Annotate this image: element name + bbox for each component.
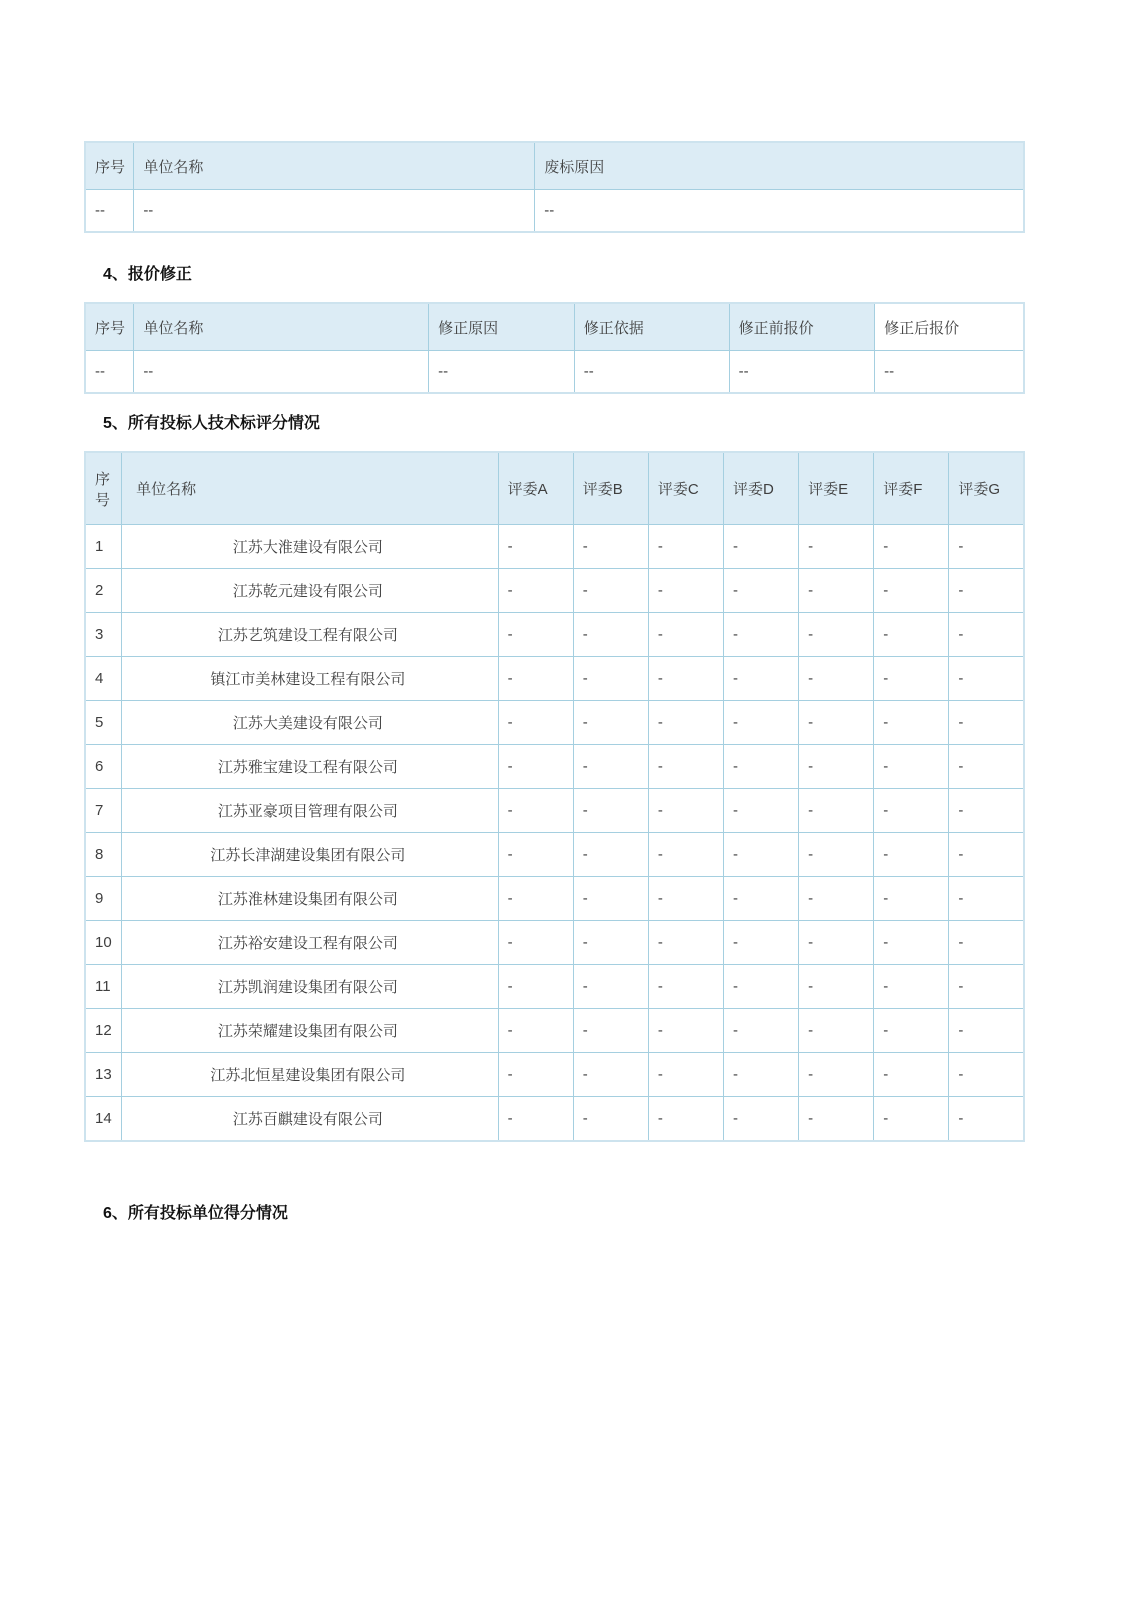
table-row — [85, 1097, 1024, 1142]
cell-judge-score: - — [573, 701, 648, 745]
cell-row-number: 5 — [85, 701, 122, 745]
cell-judge-score: - — [799, 965, 874, 1009]
cell-company-name: 江苏亚豪项目管理有限公司 — [122, 789, 499, 833]
column-header-company: 单位名称 — [134, 142, 535, 190]
cell-row-number: 4 — [85, 657, 122, 701]
cell-judge-score: - — [874, 525, 949, 569]
table-row — [85, 701, 1024, 745]
document-content — [84, 0, 1025, 1223]
cell-row-number: 11 — [85, 965, 122, 1009]
cell-judge-score: - — [949, 701, 1024, 745]
cell-judge-score: - — [648, 1009, 723, 1053]
cell-judge-score: - — [498, 1009, 573, 1053]
cell-judge-score: - — [498, 613, 573, 657]
cell-judge-score: - — [799, 525, 874, 569]
cell-judge-score: - — [799, 569, 874, 613]
cell-row-number: 14 — [85, 1097, 122, 1142]
table-row — [85, 351, 1024, 394]
table-row — [85, 789, 1024, 833]
cell-company-name: 江苏百麒建设有限公司 — [122, 1097, 499, 1142]
cell-no: -- — [85, 190, 134, 233]
cell-judge-score: - — [874, 569, 949, 613]
cell-judge-score: - — [724, 789, 799, 833]
cell-judge-score: - — [648, 657, 723, 701]
column-header-company: 单位名称 — [134, 303, 429, 351]
cell-judge-score: - — [648, 569, 723, 613]
cell-judge-score: - — [573, 745, 648, 789]
cell-company-name: 江苏凯润建设集团有限公司 — [122, 965, 499, 1009]
table-row — [85, 657, 1024, 701]
cell-correction-reason: -- — [429, 351, 575, 394]
cell-judge-score: - — [498, 965, 573, 1009]
column-header-judge: 评委F — [874, 452, 949, 525]
cell-row-number: 6 — [85, 745, 122, 789]
cell-judge-score: - — [573, 1053, 648, 1097]
column-header-no: 序号 — [85, 303, 134, 351]
cell-row-number: 13 — [85, 1053, 122, 1097]
section-5-title: 5、所有投标人技术标评分情况 — [103, 415, 320, 432]
table-row — [85, 745, 1024, 789]
cell-judge-score: - — [799, 657, 874, 701]
cell-company-name: 江苏长津湖建设集团有限公司 — [122, 833, 499, 877]
cell-judge-score: - — [648, 877, 723, 921]
table-row — [85, 921, 1024, 965]
cell-no: -- — [85, 351, 134, 394]
cell-judge-score: - — [724, 569, 799, 613]
table-header-row — [85, 303, 1024, 351]
cell-judge-score: - — [498, 833, 573, 877]
cell-judge-score: - — [498, 701, 573, 745]
cell-judge-score: - — [648, 1053, 723, 1097]
cell-judge-score: - — [724, 877, 799, 921]
cell-company-name: 江苏雅宝建设工程有限公司 — [122, 745, 499, 789]
column-header-price-after: 修正后报价 — [875, 303, 1024, 351]
cell-judge-score: - — [648, 1097, 723, 1142]
table-row — [85, 1009, 1024, 1053]
cell-judge-score: - — [949, 569, 1024, 613]
cell-judge-score: - — [949, 877, 1024, 921]
cell-judge-score: - — [724, 1053, 799, 1097]
column-header-judge: 评委B — [573, 452, 648, 525]
cell-row-number: 2 — [85, 569, 122, 613]
table-row — [85, 190, 1024, 233]
cell-judge-score: - — [573, 1009, 648, 1053]
cell-price-after: -- — [875, 351, 1024, 394]
cell-judge-score: - — [573, 657, 648, 701]
cell-judge-score: - — [724, 1097, 799, 1142]
cell-company-name: 镇江市美林建设工程有限公司 — [122, 657, 499, 701]
cell-judge-score: - — [949, 1009, 1024, 1053]
table-row — [85, 1053, 1024, 1097]
cell-judge-score: - — [949, 921, 1024, 965]
cell-judge-score: - — [498, 1053, 573, 1097]
table-row — [85, 833, 1024, 877]
cell-judge-score: - — [648, 525, 723, 569]
table-row — [85, 877, 1024, 921]
column-header-judge: 评委D — [724, 452, 799, 525]
cell-judge-score: - — [724, 657, 799, 701]
cell-row-number: 1 — [85, 525, 122, 569]
cell-judge-score: - — [648, 745, 723, 789]
table-header-row — [85, 142, 1024, 190]
column-header-correction-basis: 修正依据 — [574, 303, 729, 351]
cell-judge-score: - — [949, 525, 1024, 569]
cell-judge-score: - — [874, 877, 949, 921]
cell-row-number: 10 — [85, 921, 122, 965]
cell-judge-score: - — [724, 965, 799, 1009]
column-header-judge: 评委A — [498, 452, 573, 525]
cell-invalid-reason: -- — [535, 190, 1024, 233]
cell-judge-score: - — [724, 525, 799, 569]
cell-judge-score: - — [573, 877, 648, 921]
cell-company-name: 江苏淮林建设集团有限公司 — [122, 877, 499, 921]
cell-judge-score: - — [799, 1009, 874, 1053]
cell-judge-score: - — [573, 833, 648, 877]
cell-judge-score: - — [949, 1053, 1024, 1097]
column-header-invalid-reason: 废标原因 — [535, 142, 1024, 190]
cell-judge-score: - — [724, 613, 799, 657]
cell-judge-score: - — [648, 965, 723, 1009]
cell-judge-score: - — [648, 921, 723, 965]
cell-judge-score: - — [799, 789, 874, 833]
cell-judge-score: - — [724, 701, 799, 745]
cell-judge-score: - — [573, 921, 648, 965]
column-header-correction-reason: 修正原因 — [429, 303, 575, 351]
cell-judge-score: - — [724, 745, 799, 789]
cell-judge-score: - — [498, 745, 573, 789]
cell-judge-score: - — [949, 1097, 1024, 1142]
cell-judge-score: - — [573, 965, 648, 1009]
cell-judge-score: - — [799, 701, 874, 745]
column-header-judge: 评委C — [648, 452, 723, 525]
cell-judge-score: - — [573, 789, 648, 833]
cell-judge-score: - — [498, 1097, 573, 1142]
cell-company-name: 江苏大淮建设有限公司 — [122, 525, 499, 569]
cell-judge-score: - — [724, 1009, 799, 1053]
cell-judge-score: - — [949, 613, 1024, 657]
cell-judge-score: - — [799, 1053, 874, 1097]
cell-judge-score: - — [874, 657, 949, 701]
cell-price-before: -- — [729, 351, 875, 394]
cell-judge-score: - — [799, 613, 874, 657]
cell-judge-score: - — [949, 833, 1024, 877]
cell-judge-score: - — [498, 921, 573, 965]
cell-judge-score: - — [498, 789, 573, 833]
table-row — [85, 569, 1024, 613]
cell-judge-score: - — [874, 789, 949, 833]
cell-row-number: 3 — [85, 613, 122, 657]
cell-judge-score: - — [949, 745, 1024, 789]
cell-judge-score: - — [874, 1009, 949, 1053]
cell-company: -- — [134, 190, 535, 233]
cell-company: -- — [134, 351, 429, 394]
price-correction-table — [84, 302, 1025, 394]
cell-judge-score: - — [799, 877, 874, 921]
cell-judge-score: - — [874, 613, 949, 657]
table-row — [85, 965, 1024, 1009]
invalid-bid-table — [84, 141, 1025, 233]
cell-row-number: 9 — [85, 877, 122, 921]
cell-correction-basis: -- — [574, 351, 729, 394]
cell-judge-score: - — [648, 789, 723, 833]
cell-company-name: 江苏乾元建设有限公司 — [122, 569, 499, 613]
cell-judge-score: - — [573, 1097, 648, 1142]
column-header-company: 单位名称 — [122, 452, 499, 525]
cell-judge-score: - — [498, 657, 573, 701]
cell-judge-score: - — [573, 569, 648, 613]
cell-judge-score: - — [874, 965, 949, 1009]
cell-judge-score: - — [648, 701, 723, 745]
section-4-title: 4、报价修正 — [103, 266, 192, 283]
cell-judge-score: - — [724, 921, 799, 965]
technical-score-header-row — [85, 452, 1024, 525]
cell-judge-score: - — [874, 833, 949, 877]
column-header-no: 序号 — [85, 452, 122, 525]
cell-judge-score: - — [874, 701, 949, 745]
cell-row-number: 8 — [85, 833, 122, 877]
column-header-judge: 评委E — [799, 452, 874, 525]
cell-judge-score: - — [498, 525, 573, 569]
table-row — [85, 613, 1024, 657]
cell-judge-score: - — [874, 1097, 949, 1142]
cell-company-name: 江苏艺筑建设工程有限公司 — [122, 613, 499, 657]
cell-judge-score: - — [573, 613, 648, 657]
cell-judge-score: - — [498, 569, 573, 613]
cell-judge-score: - — [799, 745, 874, 789]
cell-company-name: 江苏荣耀建设集团有限公司 — [122, 1009, 499, 1053]
cell-judge-score: - — [799, 921, 874, 965]
cell-judge-score: - — [573, 525, 648, 569]
section-6-title: 6、所有投标单位得分情况 — [103, 1205, 288, 1222]
cell-judge-score: - — [874, 745, 949, 789]
cell-company-name: 江苏大美建设有限公司 — [122, 701, 499, 745]
cell-judge-score: - — [498, 877, 573, 921]
technical-score-table — [84, 451, 1025, 1142]
cell-company-name: 江苏北恒星建设集团有限公司 — [122, 1053, 499, 1097]
cell-judge-score: - — [648, 613, 723, 657]
cell-judge-score: - — [949, 657, 1024, 701]
column-header-price-before: 修正前报价 — [729, 303, 875, 351]
cell-judge-score: - — [949, 965, 1024, 1009]
technical-score-table-body — [85, 525, 1024, 1142]
cell-row-number: 12 — [85, 1009, 122, 1053]
cell-judge-score: - — [799, 833, 874, 877]
table-row — [85, 525, 1024, 569]
cell-judge-score: - — [949, 789, 1024, 833]
column-header-judge: 评委G — [949, 452, 1024, 525]
cell-judge-score: - — [724, 833, 799, 877]
cell-judge-score: - — [648, 833, 723, 877]
cell-judge-score: - — [799, 1097, 874, 1142]
cell-row-number: 7 — [85, 789, 122, 833]
cell-judge-score: - — [874, 1053, 949, 1097]
column-header-no: 序号 — [85, 142, 134, 190]
cell-company-name: 江苏裕安建设工程有限公司 — [122, 921, 499, 965]
cell-judge-score: - — [874, 921, 949, 965]
